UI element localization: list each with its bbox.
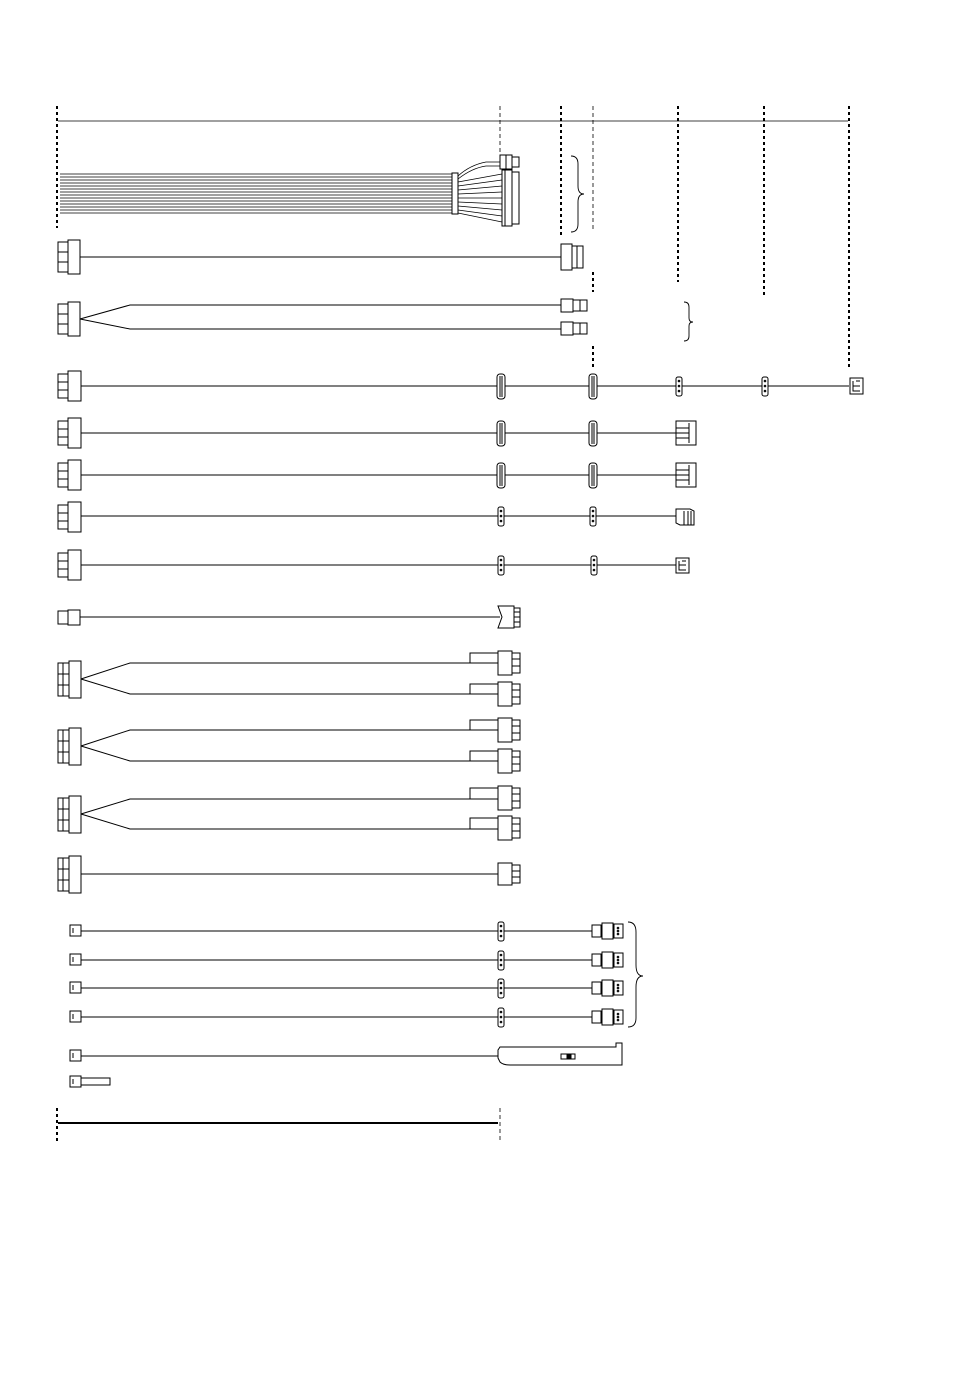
molex-passthrough — [498, 979, 504, 998]
cable-aux — [58, 606, 520, 628]
fan-psu-connector — [70, 925, 81, 936]
fan-speed-knob — [567, 1055, 571, 1058]
molex-passthrough — [498, 1008, 504, 1027]
atx-fanout-wires — [458, 162, 502, 222]
fan-psu-connector — [70, 1050, 81, 1061]
cable-line — [81, 814, 498, 829]
cable-pcie-split — [58, 651, 520, 706]
cable-line — [80, 305, 561, 319]
cable-line — [81, 746, 498, 761]
molex-connector — [498, 556, 504, 575]
fdd-connector — [850, 378, 863, 394]
pcie-psu-connector — [58, 796, 81, 833]
cable-sata-chain-3 — [58, 460, 696, 490]
fan-3pin-connector — [614, 981, 623, 995]
sata-connector — [497, 463, 505, 488]
cable-line — [81, 663, 498, 679]
molex-passthrough — [498, 951, 504, 970]
cable-pcie-split — [58, 718, 520, 773]
fan-inline-box — [592, 925, 601, 937]
sata-end-connector — [676, 421, 696, 445]
fan-header — [602, 980, 613, 996]
cable-fan — [70, 1008, 623, 1027]
sata-connector — [589, 421, 597, 446]
cable-line — [80, 319, 561, 329]
fan-psu-connector — [70, 982, 81, 993]
cable-fan — [70, 979, 623, 998]
sata-connector — [589, 463, 597, 488]
fan-header — [602, 923, 613, 939]
atx-24pin-connector — [502, 170, 519, 226]
cable-pcie-split — [58, 786, 520, 840]
fan-3pin-connector — [614, 1010, 623, 1024]
fan-3pin-connector — [614, 924, 623, 938]
cable-line — [81, 799, 498, 814]
cable-sata-chain-3 — [58, 418, 696, 448]
bracket-cpu — [684, 302, 693, 341]
cable-line — [81, 730, 498, 746]
pcie-psu-connector — [58, 728, 81, 765]
pcie-6pin-connector — [498, 863, 520, 885]
fan-3pin-connector — [614, 953, 623, 967]
molex-connector — [676, 377, 682, 396]
cable-cpu-eps — [58, 240, 583, 274]
pcie-6plus2-connector — [470, 786, 520, 810]
pcie-psu-connector — [58, 856, 81, 893]
cpu-4pin-connector-a — [561, 299, 587, 312]
pcie-psu-connector — [58, 661, 81, 698]
cpu44-psu-connector — [58, 302, 80, 336]
modular-psu-connector — [58, 502, 81, 532]
sata-connector — [497, 374, 505, 399]
fan-header — [602, 952, 613, 968]
bracket-fans — [628, 922, 643, 1027]
atx-4pin-connector — [500, 155, 519, 169]
fan-psu-connector — [70, 954, 81, 965]
bracket-atx — [571, 156, 584, 232]
cable-cpu-4plus4 — [58, 299, 587, 336]
cable-fan-controller — [70, 1043, 622, 1065]
fdd-connector — [676, 558, 689, 573]
dimension-guides — [57, 106, 849, 1142]
molex-connector — [590, 507, 596, 526]
short-plug — [70, 1076, 110, 1087]
eps-8pin-connector — [561, 244, 583, 270]
pcie-6plus2-connector — [470, 816, 520, 840]
cable-molex-chain-3 — [58, 502, 694, 532]
fan-inline-box — [592, 1011, 601, 1023]
atx-wire-bundle — [60, 174, 452, 213]
fan-inline-box — [592, 982, 601, 994]
atx-sleeve-clamp — [452, 173, 458, 214]
molex-end-connector — [676, 509, 694, 525]
sata-connector — [589, 374, 597, 399]
jumper-plug-head — [70, 1076, 81, 1087]
sata-end-connector — [676, 463, 696, 487]
brackets — [571, 156, 693, 1027]
modular-psu-connector — [58, 418, 81, 448]
small-psu-connector — [58, 610, 80, 625]
modular-psu-connector — [58, 460, 81, 490]
molex-passthrough — [498, 922, 504, 941]
modular-psu-connector — [58, 371, 81, 401]
cable-fan — [70, 951, 623, 970]
molex-connector — [762, 377, 768, 396]
eps-psu-connector — [58, 240, 80, 274]
cpu-4pin-connector-b — [561, 322, 587, 335]
slot-bracket — [498, 1043, 622, 1065]
aux-end-connector — [498, 606, 520, 628]
cable-sata-chain-5 — [58, 371, 863, 401]
cable-main-atx — [60, 155, 519, 226]
sata-connector — [497, 421, 505, 446]
molex-connector — [591, 556, 597, 575]
fan-header — [602, 1009, 613, 1025]
cable-molex-fdd-chain — [58, 550, 689, 580]
jumper-plug-body — [81, 1078, 110, 1085]
cable-fan — [70, 922, 623, 941]
molex-connector — [498, 507, 504, 526]
cable-pcie-single — [58, 856, 520, 893]
modular-psu-connector — [58, 550, 81, 580]
fan-psu-connector — [70, 1011, 81, 1022]
fan-inline-box — [592, 954, 601, 966]
cable-line — [81, 679, 498, 694]
